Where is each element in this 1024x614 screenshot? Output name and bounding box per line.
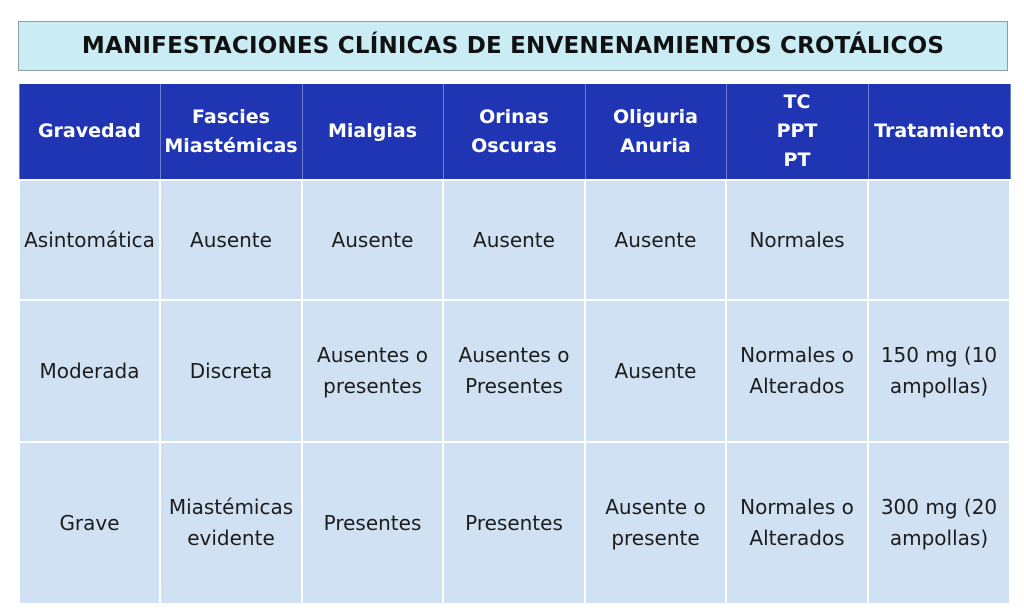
table-cell: 150 mg (10 ampollas) [868, 300, 1010, 442]
table-cell: Presentes [443, 442, 585, 604]
table-cell: Ausente o presente [585, 442, 726, 604]
table-cell: Normales [726, 180, 868, 300]
table-row [19, 442, 1010, 604]
table-header-row [19, 84, 1010, 180]
table-cell [868, 180, 1010, 300]
table-cell: Ausentes o Presentes [443, 300, 585, 442]
table-row [19, 180, 1010, 300]
clinical-manifestations-table [18, 84, 1011, 605]
column-header-fascies-miastemicas: Fascies Miastémicas [160, 84, 302, 180]
table-cell: Normales o Alterados [726, 442, 868, 604]
table-row [19, 300, 1010, 442]
page-title: MANIFESTACIONES CLÍNICAS DE ENVENENAMIENTOS CROTÁLICOS [81, 33, 945, 59]
table-cell: Ausente [585, 180, 726, 300]
table-cell: Miastémicas evidente [160, 442, 302, 604]
table-cell: Normales o Alterados [726, 300, 868, 442]
table-cell: Grave [19, 442, 160, 604]
column-header-oliguria-anuria: Oliguria Anuria [585, 84, 726, 180]
table-cell: Ausente [302, 180, 443, 300]
column-header-tc-ppt-pt: TC PPT PT [726, 84, 868, 180]
column-header-mialgias: Mialgias [302, 84, 443, 180]
table-cell: Ausente [585, 300, 726, 442]
table-cell: Asintomática [19, 180, 160, 300]
table-cell: Moderada [19, 300, 160, 442]
column-header-orinas-oscuras: Orinas Oscuras [443, 84, 585, 180]
table-cell: Discreta [160, 300, 302, 442]
table-cell: Ausentes o presentes [302, 300, 443, 442]
column-header-gravedad: Gravedad [19, 84, 160, 180]
table-cell: Ausente [443, 180, 585, 300]
table-cell: Ausente [160, 180, 302, 300]
column-header-tratamiento: Tratamiento [868, 84, 1010, 180]
table-cell: 300 mg (20 ampollas) [868, 442, 1010, 604]
table-cell: Presentes [302, 442, 443, 604]
title-banner [18, 21, 1008, 71]
